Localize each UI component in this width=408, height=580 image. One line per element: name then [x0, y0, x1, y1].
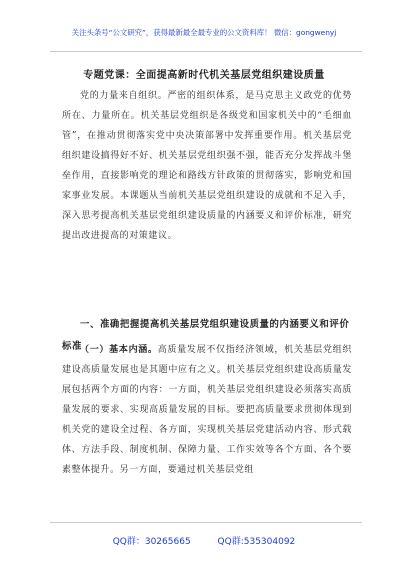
- subsection-text: 高质量发展不仅指经济领域，机关基层党组织建设高质量发展也是其题中应有之义。机关基层党组织建设高质量发展包括两个方面的内容：一方面，机关基层党组织建设必须落实高质量发展的要求、实现高质量发展的目标。要把高质量要求贯彻体现到机关党的建设全过程、各方面，实现机关基层党建活动内容、形式载体、方法手段、制度机制、保障力量、工作实效等各个方面、各个要素整体提升。另一方面，要通过机关基层党组: [62, 345, 352, 475]
- footer-qq-group-2: QQ群:535304092: [217, 537, 296, 547]
- footer: [0, 534, 408, 547]
- footer-divider: [50, 522, 362, 523]
- document-title: 专题党课：全面提高新时代机关基层党组织建设质量: [83, 70, 325, 81]
- section-heading: 一、准确把握提高机关基层党组织建设质量的内涵要义和评价标准: [62, 319, 350, 352]
- promo-banner: 关注头条号“公文研究”，获得最新最全最专业的公文资料库！ 微信：gongwenyj: [71, 28, 337, 37]
- subsection-label: （一）基本内涵。: [80, 345, 158, 355]
- intro-paragraph: 党的力量来自组织。严密的组织体系，是马克思主义政党的优势所在、力量所在。机关基层党组织是各级党和国家机关中的“毛细血管”，在推动贯彻落实党中央决策部署中发挥重要作用。机关基层党组织建设搞得好不好、机关基层党组织强不强，能否充分发挥战斗堡垒作用，直接影响党的理论和路线方针政策的贯彻落实，影响党和国家事业发展。本课题从当前机关基层党组织建设的成就和不足入手，深入思考提高机关基层党组织建设质量的内涵要义和评价标准，研究提出改进提高的对策建议。: [62, 91, 352, 241]
- header-divider: [50, 51, 362, 52]
- footer-qq-group-1: QQ群：30265665: [112, 537, 191, 547]
- basic-connotation-paragraph: [62, 340, 352, 480]
